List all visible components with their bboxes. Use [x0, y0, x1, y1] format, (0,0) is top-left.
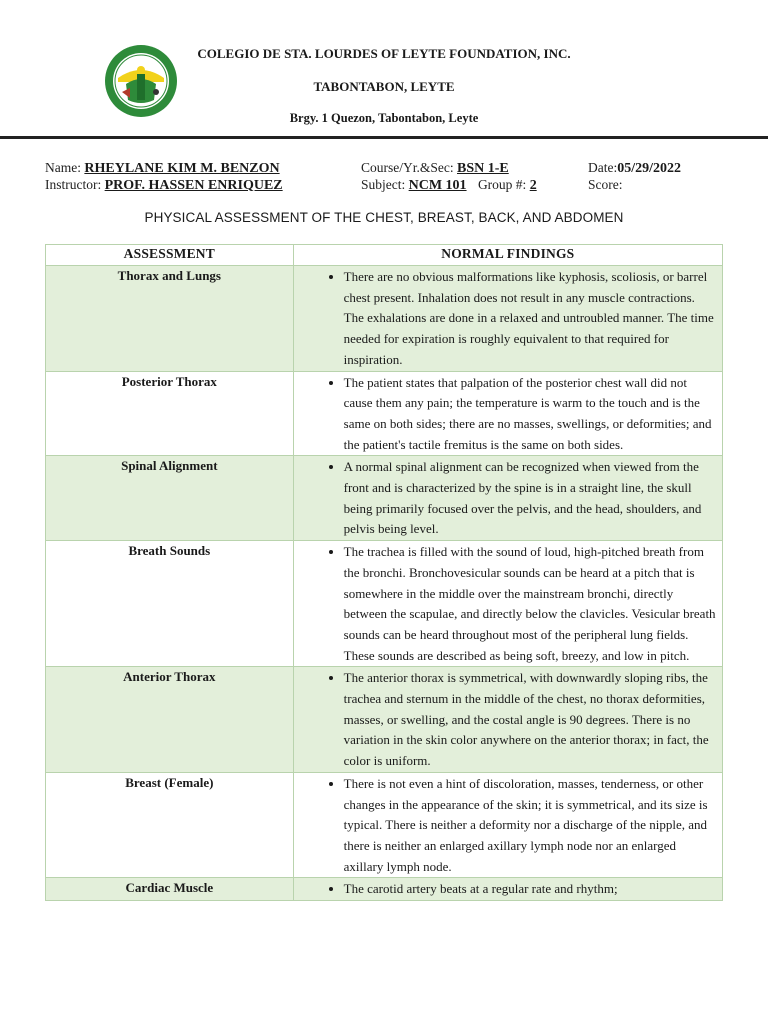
header-divider	[0, 136, 768, 139]
assessment-name: Breath Sounds	[46, 541, 294, 667]
assessment-name: Cardiac Muscle	[46, 878, 294, 901]
finding-cell	[293, 878, 722, 901]
instructor-field	[45, 177, 283, 194]
finding-text: • There is not even a hint of discoloration, masses, tenderness, or other changes in the appearance of the skin; it is symmetrical, and its size is typical. There is neither a deformity nor a discharge of the nipple, and there is neither an enlarged axillary lymph node nor an enlarged axillary lymph node.	[344, 774, 716, 878]
finding-cell	[293, 667, 722, 773]
assessment-name: Anterior Thorax	[46, 667, 294, 773]
finding-text: • A normal spinal alignment can be recognized when viewed from the front and is characterized by the spine is in a straight line, the skull being primarily focused over the pelvis, and the head, shoulders, and pelvis being level.	[344, 457, 716, 540]
subject-label: Subject:	[361, 177, 406, 192]
course-value: BSN 1-E	[457, 161, 509, 176]
table-row	[46, 541, 723, 667]
course-field	[361, 160, 509, 177]
name-label: Name:	[45, 160, 81, 175]
name-field	[45, 160, 280, 177]
subject-field	[361, 177, 537, 194]
school-address: Brgy. 1 Quezon, Tabontabon, Leyte	[289, 111, 479, 125]
finding-text: • The anterior thorax is symmetrical, with downwardly sloping ribs, the trachea and sternum in the middle of the chest, no thorax deformities, masses, or swelling, and the costal angle is 90 degrees. There is no variation in the skin color anywhere on the anterior thorax; in fact, the color is uniform.	[344, 668, 716, 772]
table-row	[46, 266, 723, 372]
finding-cell	[293, 266, 722, 372]
date-value: 05/29/2022	[617, 161, 682, 176]
finding-text: • The carotid artery beats at a regular rate and rhythm;	[344, 879, 716, 900]
assessment-name: Thorax and Lungs	[46, 266, 294, 372]
document-header	[0, 0, 768, 140]
assessment-name: Breast (Female)	[46, 772, 294, 878]
finding-cell	[293, 772, 722, 878]
finding-text: • There are no obvious malformations like kyphosis, scoliosis, or barrel chest present. Inhalation does not result in any muscle contractions. The exhalations are done in a relaxed and untroubled manner. The time needed for expiration is roughly equivalent to that required for inspiration.	[344, 267, 716, 371]
instructor-name: PROF. HASSEN ENRIQUEZ	[104, 178, 283, 193]
score-label: Score:	[588, 177, 623, 192]
finding-cell	[293, 456, 722, 541]
school-name: COLEGIO DE STA. LOURDES OF LEYTE FOUNDATION, INC.	[197, 46, 571, 61]
score-field	[588, 177, 623, 194]
table-row	[46, 371, 723, 456]
assessment-table	[45, 244, 723, 901]
finding-cell	[293, 371, 722, 456]
assessment-name: Posterior Thorax	[46, 371, 294, 456]
course-label: Course/Yr.&Sec:	[361, 160, 454, 175]
date-label: Date:	[588, 160, 618, 175]
date-field	[588, 160, 681, 177]
finding-text: • The patient states that palpation of the posterior chest wall did not cause them any pain; the temperature is warm to the touch and is the same on both sides; there are no masses, swellings, or deformities; and the patient's tactile fremitus is the same on both sides.	[344, 373, 716, 456]
table-row	[46, 667, 723, 773]
subject-value: NCM 101	[408, 178, 467, 193]
column-header-assessment: ASSESSMENT	[46, 245, 294, 266]
instructor-label: Instructor:	[45, 177, 102, 192]
table-row	[46, 878, 723, 901]
document-title: PHYSICAL ASSESSMENT OF THE CHEST, BREAST, BACK, AND ABDOMEN	[144, 210, 624, 225]
table-row	[46, 772, 723, 878]
table-header-row	[46, 245, 723, 266]
group-label: Group #:	[477, 177, 527, 192]
assessment-name: Spinal Alignment	[46, 456, 294, 541]
finding-text: • The trachea is filled with the sound of loud, high-pitched breath from the bronchi. Bronchovesicular sounds can be heard at a pitch that is somewhere in the middle over the mainstream bronchi, directly between the scapulae, and directly below the clavicles. Vesicular breath sounds can be heard throughout most of the peripheral lung fields. These sounds are described as being soft, breezy, and low in pitch.	[344, 542, 716, 666]
group-value: 2	[529, 178, 537, 193]
column-header-findings: NORMAL FINDINGS	[293, 245, 722, 266]
finding-cell	[293, 541, 722, 667]
student-name: RHEYLANE KIM M. BENZON	[84, 161, 280, 176]
table-row	[46, 456, 723, 541]
school-town: TABONTABON, LEYTE	[313, 79, 455, 94]
